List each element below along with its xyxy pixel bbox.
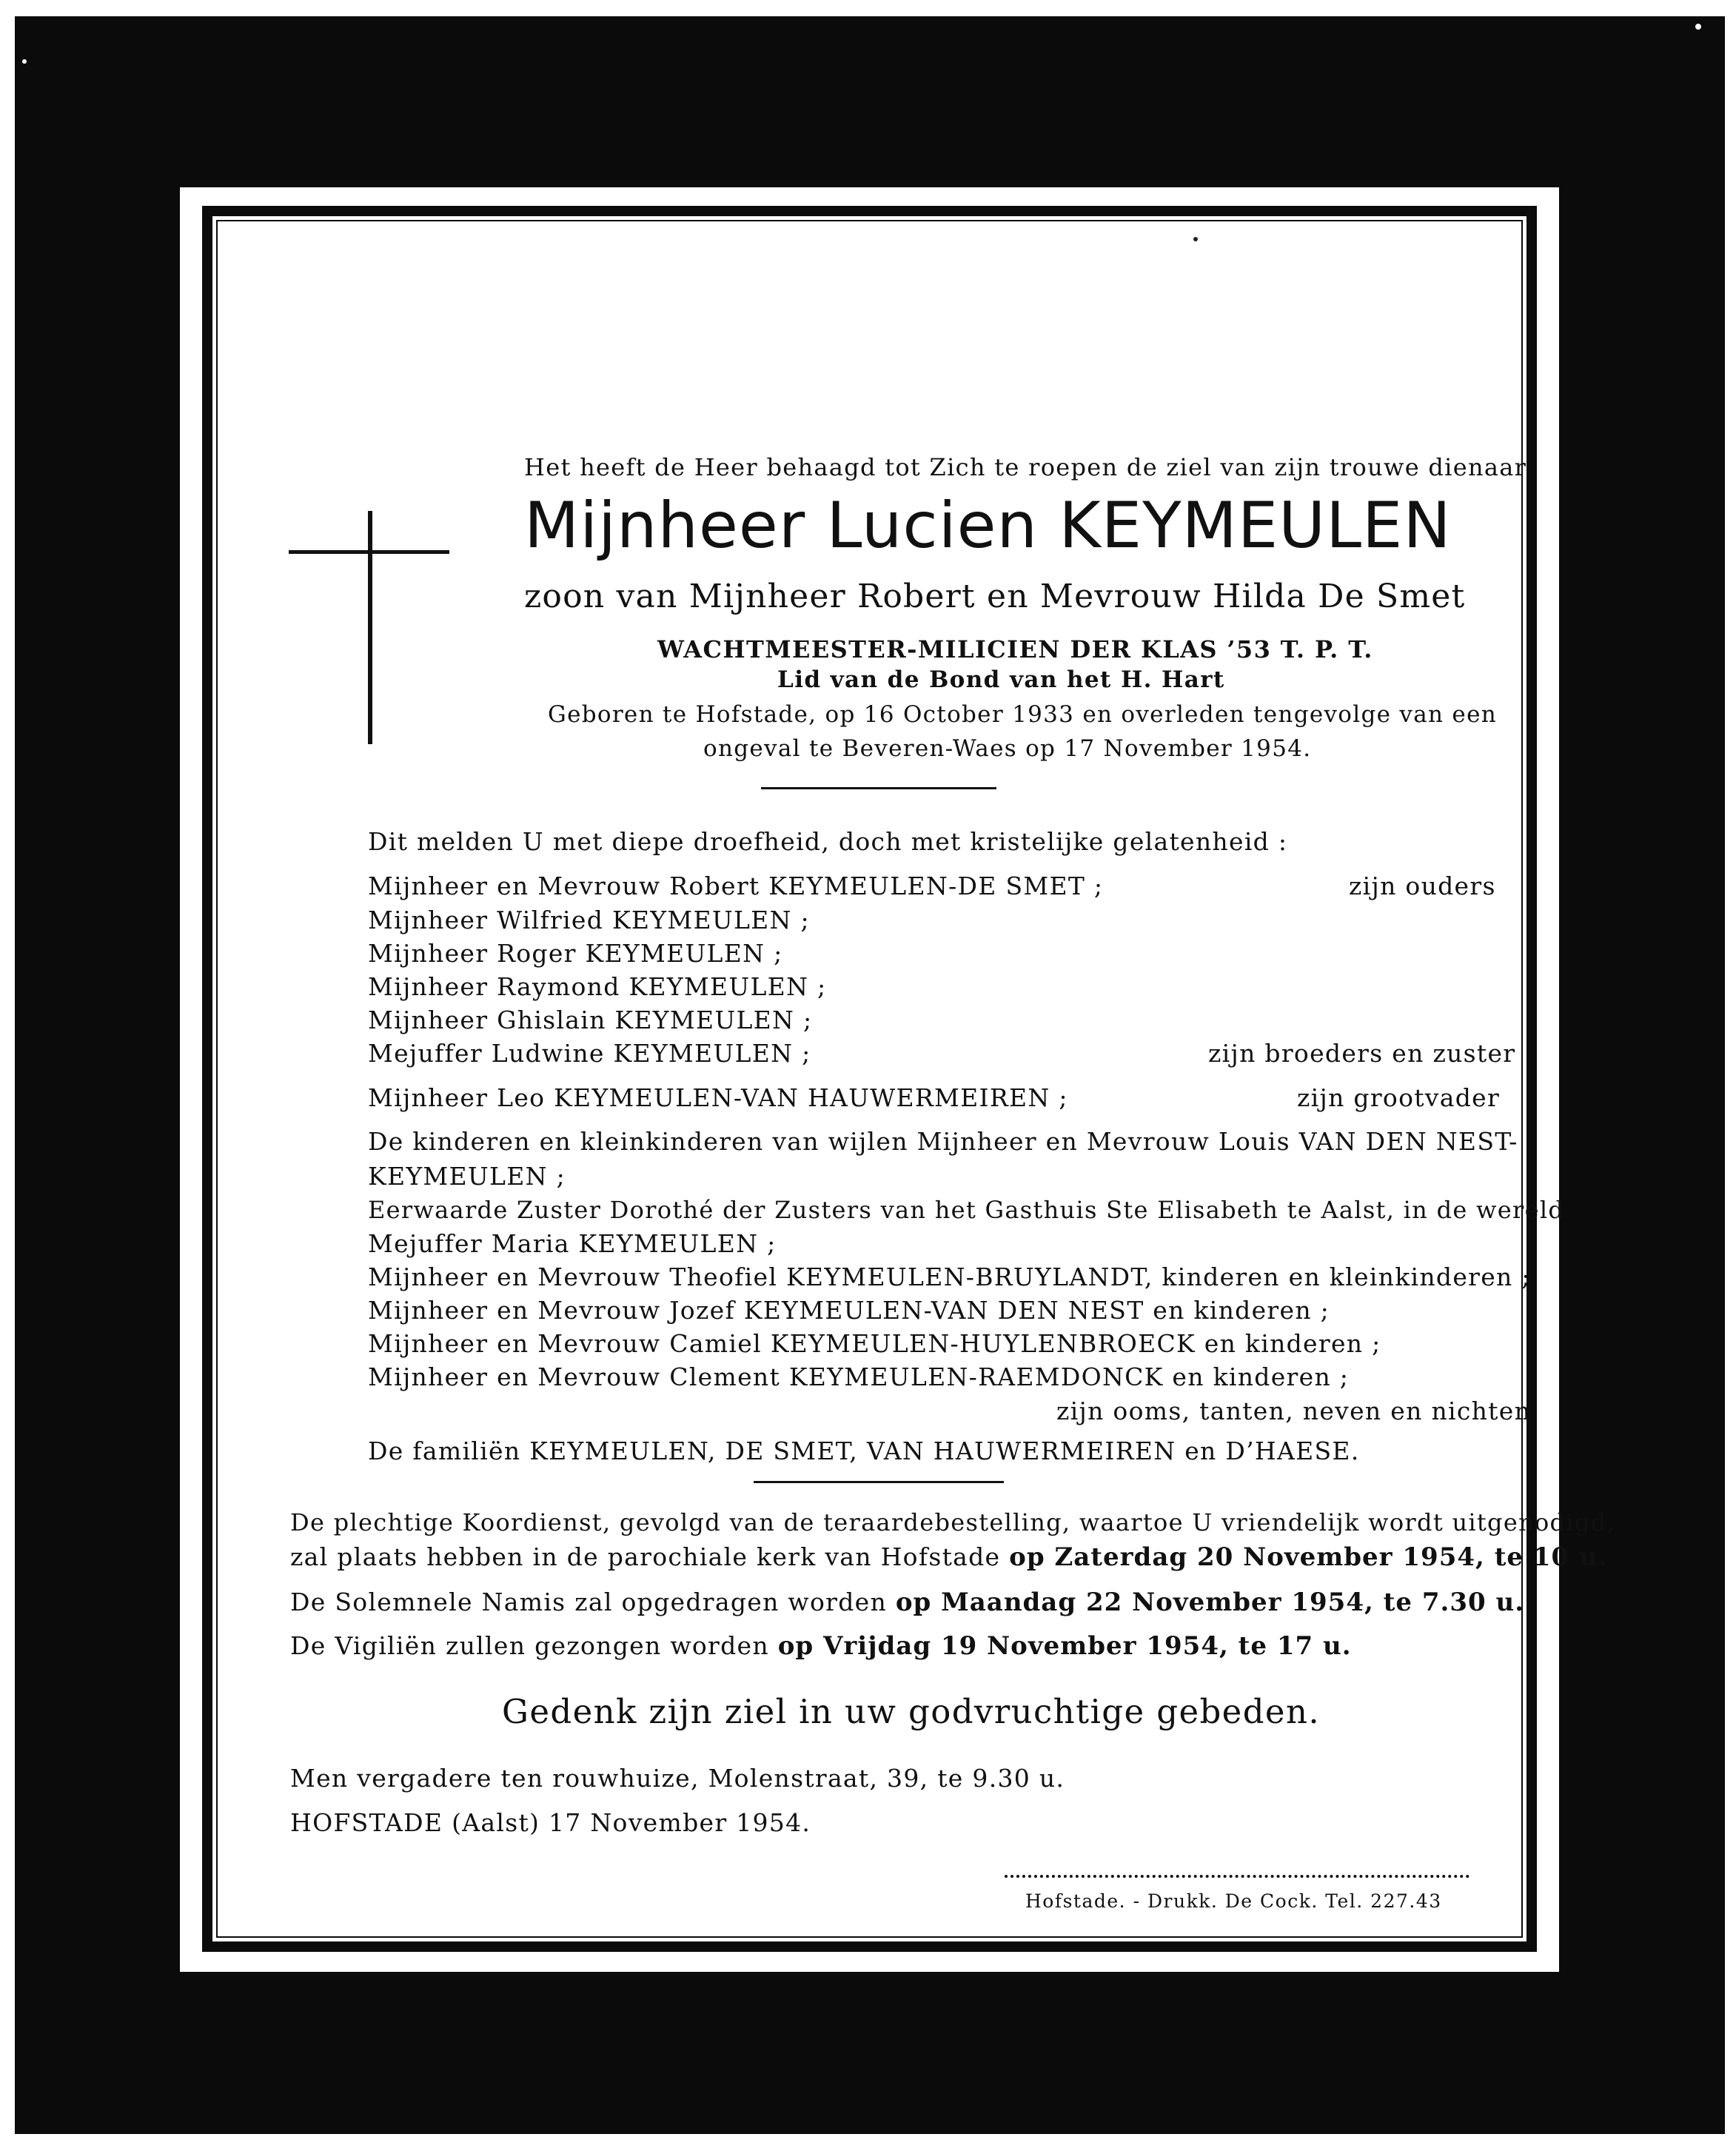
mourner-line: Mijnheer en Mevrouw Camiel KEYMEULEN-HUYLENBROECK en kinderen ;	[368, 1329, 1381, 1358]
families-line: De familiën KEYMEULEN, DE SMET, VAN HAUWERMEIREN en D’HAESE.	[368, 1436, 1360, 1465]
cross-icon-horizontal	[289, 550, 449, 554]
service-line-4	[290, 1631, 1352, 1661]
mourner-line: Eerwaarde Zuster Dorothé der Zusters van het Gasthuis Ste Elisabeth te Aalst, in de wereld	[368, 1196, 1565, 1224]
mourner-line: Mijnheer en Mevrouw Clement KEYMEULEN-RAEMDONCK en kinderen ;	[368, 1362, 1350, 1391]
scan-speck	[22, 59, 27, 64]
relation-label: zijn grootvader	[1297, 1083, 1501, 1112]
cross-icon-vertical	[368, 511, 372, 744]
service-line-4-date: op Vrijdag 19 November 1954, te 17 u.	[777, 1631, 1352, 1661]
birth-death-line-2: ongeval te Beveren-Waes op 17 November 1954.	[703, 735, 1312, 762]
scan-speck	[1193, 237, 1198, 241]
parents-line: zoon van Mijnheer Robert en Mevrouw Hilda De Smet	[524, 578, 1466, 615]
mourners-intro: Dit melden U met diepe droefheid, doch met kristelijke gelatenheid :	[368, 827, 1288, 856]
printer-credit: Hofstade. - Drukk. De Cock. Tel. 227.43	[1025, 1890, 1442, 1912]
mourner-line: Mijnheer Leo KEYMEULEN-VAN HAUWERMEIREN ;	[368, 1083, 1068, 1112]
mourner-line: Mejuffer Ludwine KEYMEULEN ;	[368, 1039, 811, 1068]
relation-label: zijn broeders en zuster	[1208, 1039, 1516, 1068]
service-line-2	[290, 1542, 1608, 1572]
mourner-line: Mijnheer Wilfried KEYMEULEN ;	[368, 906, 810, 934]
section-divider	[761, 787, 996, 789]
mourner-line: Mijnheer Roger KEYMEULEN ;	[368, 939, 783, 968]
scan-speck	[1695, 24, 1701, 30]
birth-death-line-1: Geboren te Hofstade, op 16 October 1933 en overleden tengevolge van een	[548, 701, 1497, 728]
mourner-line: Mijnheer en Mevrouw Theofiel KEYMEULEN-BRUYLANDT, kinderen en kleinkinderen ;	[368, 1262, 1531, 1291]
mourner-line: Mijnheer en Mevrouw Jozef KEYMEULEN-VAN DEN NEST en kinderen ;	[368, 1296, 1330, 1325]
prayer-line: Gedenk zijn ziel in uw godvruchtige gebeden.	[502, 1692, 1321, 1731]
section-divider	[754, 1481, 1004, 1483]
service-line-2-text: zal plaats hebben in de parochiale kerk van Hofstade	[290, 1542, 1001, 1571]
mourner-line: Mejuffer Maria KEYMEULEN ;	[368, 1229, 777, 1258]
membership-line: Lid van de Bond van het H. Hart	[777, 666, 1225, 693]
service-line-3-date: op Maandag 22 November 1954, te 7.30 u.	[895, 1588, 1525, 1617]
deceased-name: Mijnheer Lucien KEYMEULEN	[524, 489, 1452, 563]
mourner-line: KEYMEULEN ;	[368, 1162, 566, 1191]
mourner-line: Mijnheer Ghislain KEYMEULEN ;	[368, 1006, 813, 1034]
service-line-1: De plechtige Koordienst, gevolgd van de teraardebestelling, waartoe U vriendelijk wordt uitgenodigd,	[290, 1508, 1615, 1536]
rank-line: WACHTMEESTER-MILICIEN DER KLAS ’53 T. P. T.	[657, 635, 1373, 663]
place-date-line: HOFSTADE (Aalst) 17 November 1954.	[290, 1808, 811, 1837]
service-line-3	[290, 1588, 1524, 1617]
meeting-line: Men vergadere ten rouwhuize, Molenstraat, 39, te 9.30 u.	[290, 1764, 1065, 1793]
service-line-2-date: op Zaterdag 20 November 1954, te 10 u.	[1009, 1542, 1608, 1572]
mourner-line: Mijnheer en Mevrouw Robert KEYMEULEN-DE SMET ;	[368, 872, 1104, 900]
printer-dotted-rule	[1005, 1875, 1469, 1878]
mourner-line: De kinderen en kleinkinderen van wijlen Mijnheer en Mevrouw Louis VAN DEN NEST-	[368, 1127, 1518, 1156]
service-line-4-text: De Vigiliën zullen gezongen worden	[290, 1631, 769, 1660]
intro-line: Het heeft de Heer behaagd tot Zich te roepen de ziel van zijn trouwe dienaar	[524, 453, 1527, 481]
service-line-3-text: De Solemnele Namis zal opgedragen worden	[290, 1588, 888, 1616]
relation-label: zijn ooms, tanten, neven en nichten	[1056, 1397, 1532, 1425]
relation-label: zijn ouders	[1349, 872, 1496, 900]
mourner-line: Mijnheer Raymond KEYMEULEN ;	[368, 972, 827, 1001]
